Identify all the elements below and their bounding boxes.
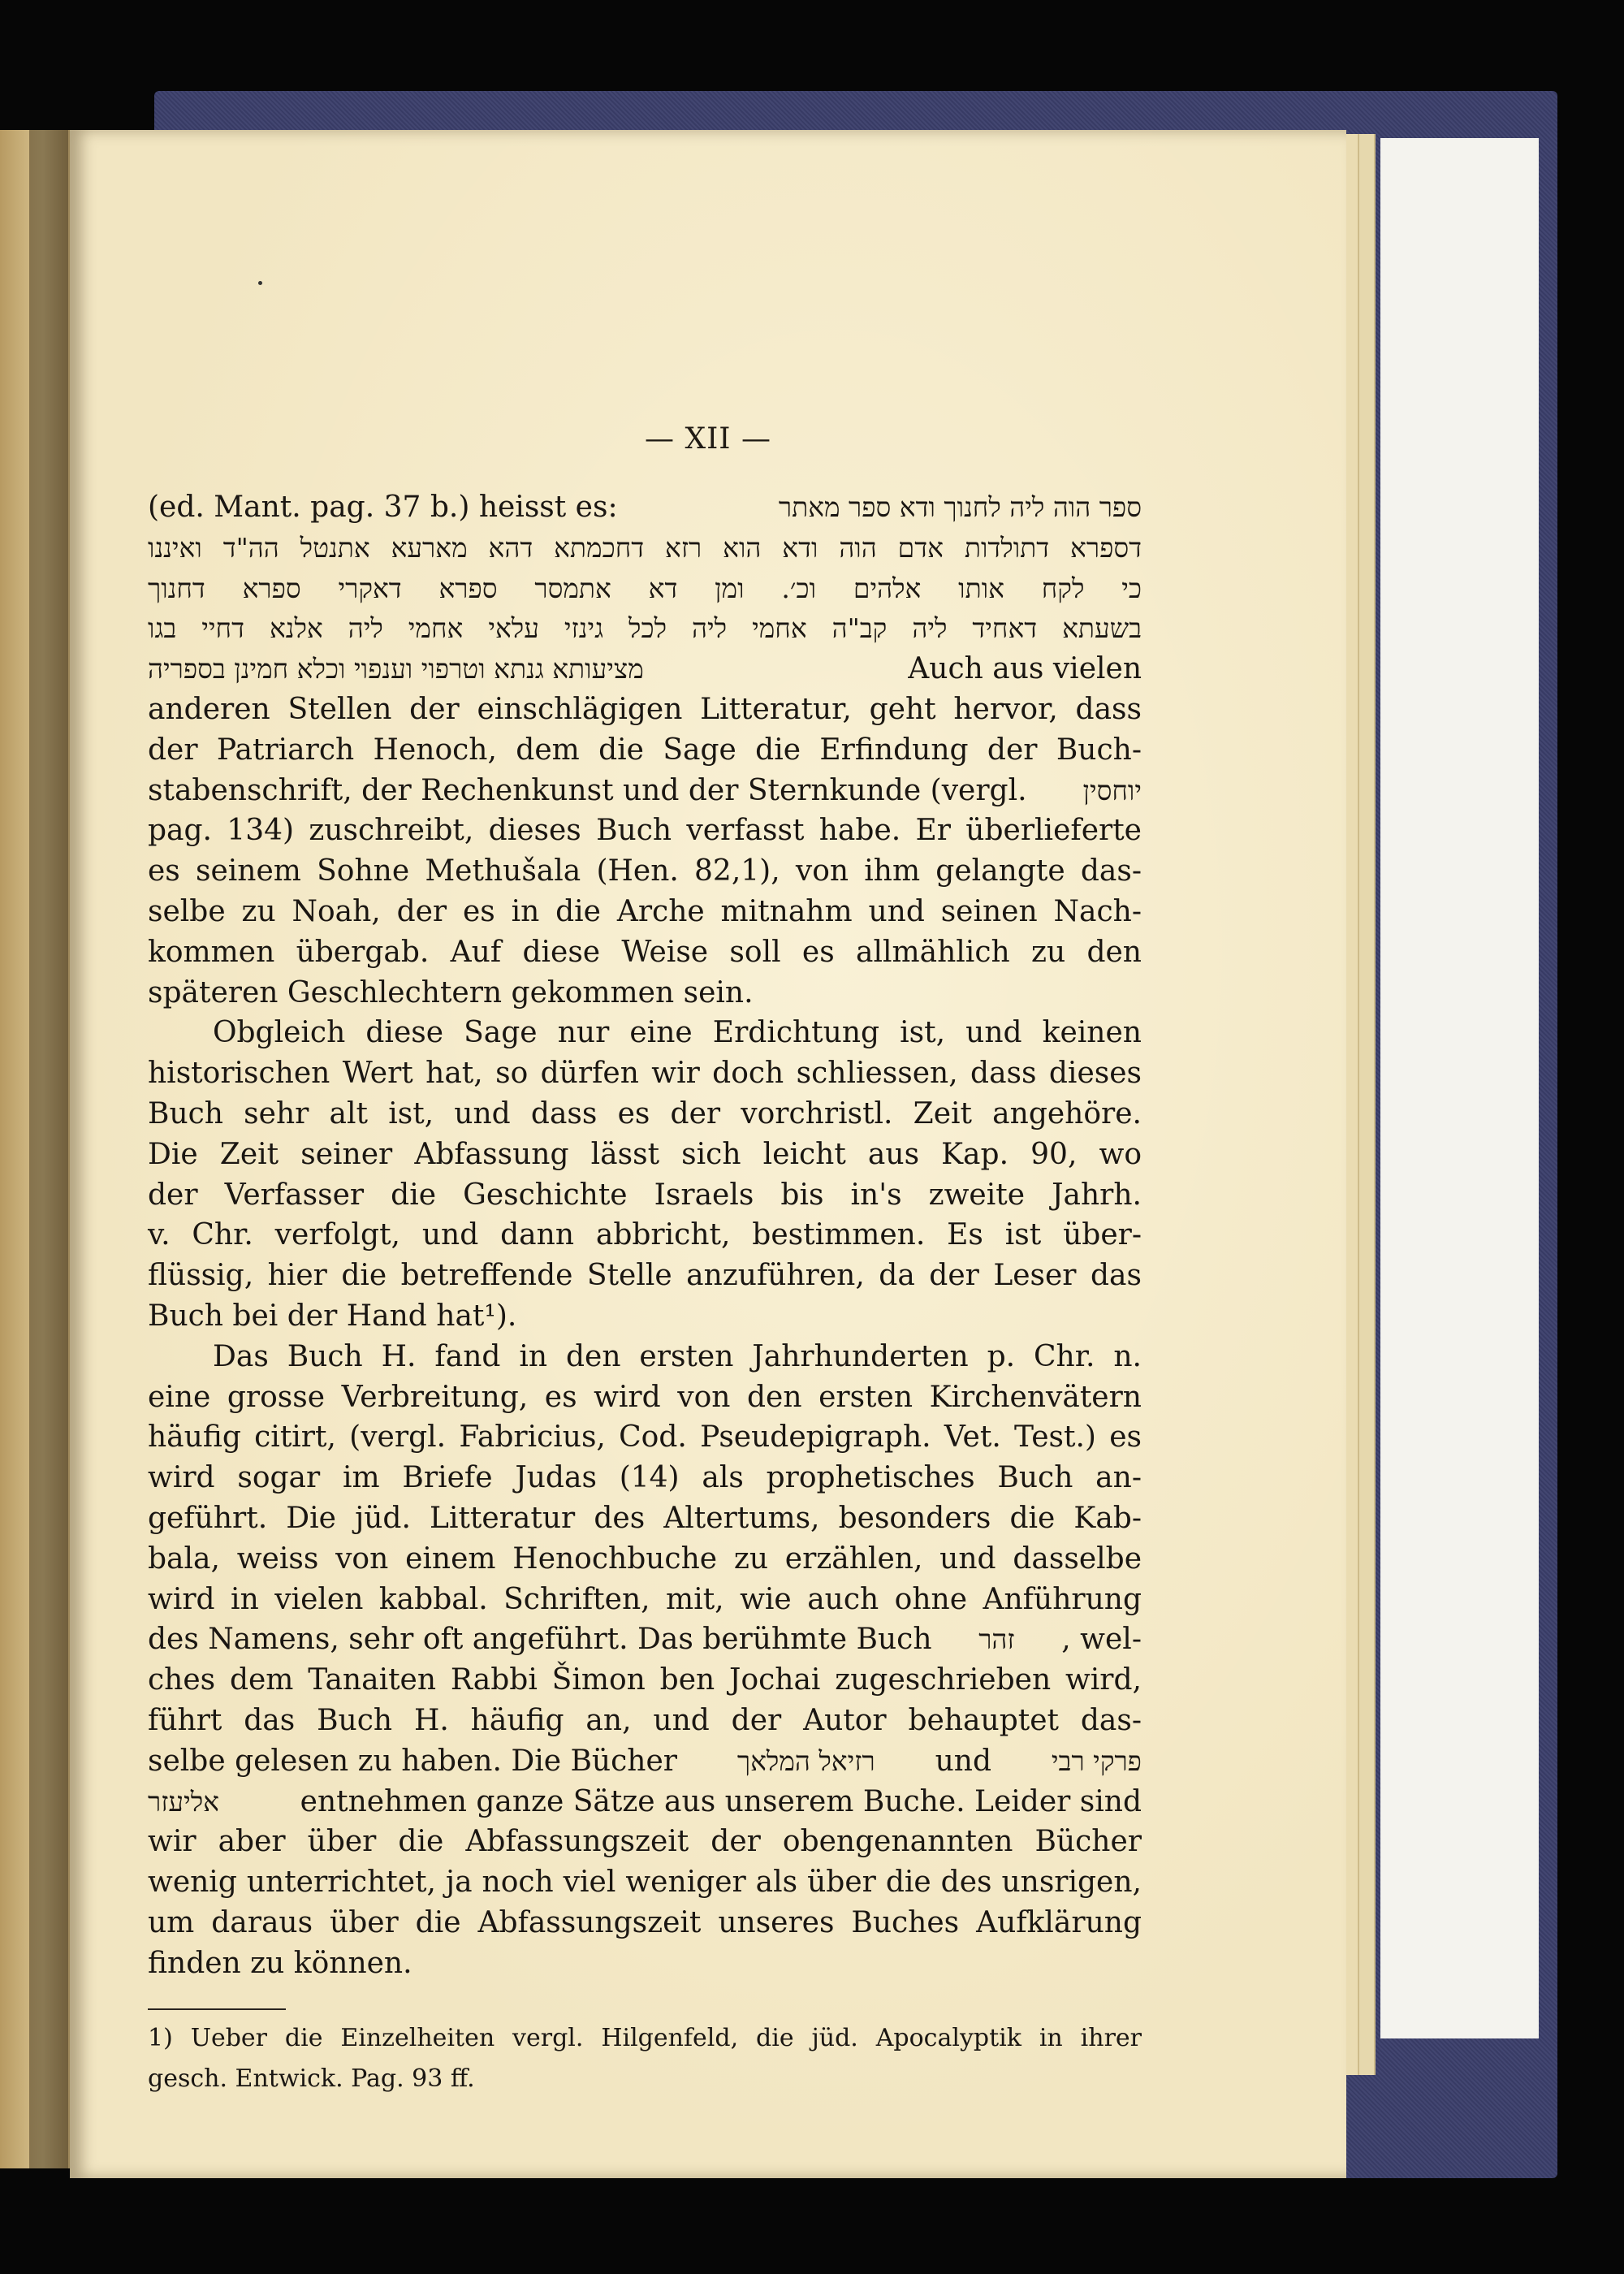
text-segment: Obgleich diese Sage nur eine Erdichtung ist, und keinen [213,1016,1142,1050]
text-segment: des Namens, sehr oft angeführt. Das berühmte Buch [148,1623,932,1657]
text-line [148,1580,1142,1620]
text-segment: flüssig, hier die betreffende Stelle anzuführen, da der Leser das [148,1259,1142,1293]
page-number: — XII — [645,422,771,456]
text-segment: geführt. Die jüd. Litteratur des Altertums, besonders die Kab- [148,1501,1142,1535]
text-segment: selbe gelesen zu haben. Die Bücher [148,1744,677,1778]
text-line [148,1903,1142,1943]
text-segment: eine grosse Verbreitung, es wird von den ersten Kirchenvätern [148,1380,1142,1414]
text-segment: führt das Buch H. häufig an, und der Autor behauptet das- [148,1703,1142,1737]
footnote-line [148,2059,1142,2099]
text-segment: gesch. Entwick. Pag. 93 ff. [148,2064,475,2093]
text-line [148,608,1142,649]
text-segment: (ed. Mant. pag. 37 b.) heisst es: [148,491,618,524]
text-line [148,1862,1142,1903]
text-line [148,1135,1142,1175]
text-segment: der Patriarch Henoch, dem die Sage die Erfindung der Buch- [148,733,1142,767]
binding-gutter [29,130,68,2168]
hebrew-text: כי לקח אותו אלהים וכ׳. ומן דא אתמסר ספרא דאקרי ספרא דחנוך [148,572,1142,604]
hebrew-text: יוחסין [1082,774,1142,806]
text-segment: Buch sehr alt ist, und dass es der vorchristl. Zeit angehöre. [148,1096,1142,1131]
text-line [148,1822,1142,1862]
hebrew-text: רזיאל המלאך [736,1744,875,1777]
text-line [148,1619,1142,1660]
hebrew-text: דספרא דתולדות אדם הוה ודא הוא רזא דחכמתא דהא מארעא אתנטל הה"ד ואיננו [148,531,1142,564]
text-segment: entnehmen ganze Sätze aus unserem Buche. Leider sind [300,1784,1142,1818]
text-segment: es seinem Sohne Methušala (Hen. 82,1), von ihm gelangte das- [148,854,1142,888]
text-line [148,1256,1142,1296]
footnote-rule [148,2008,286,2010]
hebrew-text: ספר הוה ליה לחנוך ודא ספר מאתר [778,491,1142,523]
text-line [148,528,1142,568]
text-segment: finden zu können. [148,1946,412,1980]
footnote-line [148,2018,1142,2059]
text-line [148,1539,1142,1580]
text-segment: um daraus über die Abfassungszeit unseres Buches Aufklärung [148,1905,1142,1939]
text-segment: Buch bei der Hand hat¹). [148,1299,517,1333]
text-line [148,649,1142,690]
text-segment: wird sogar im Briefe Judas (14) als prophetisches Buch an- [148,1461,1142,1495]
text-line [148,771,1142,811]
text-line [148,1337,1142,1377]
text-line [148,1458,1142,1498]
text-line [148,892,1142,932]
text-segment: bala, weiss von einem Henochbuche zu erzählen, und dasselbe [148,1541,1142,1576]
text-line [148,1013,1142,1053]
text-segment: 1) Ueber die Einzelheiten vergl. Hilgenfeld, die jüd. Apocalyptik in ihrer [148,2024,1142,2052]
text-segment: anderen Stellen der einschlägigen Litteratur, geht hervor, dass [148,692,1142,726]
text-segment: der Verfasser die Geschichte Israels bis in's zweite Jahrh. [148,1178,1142,1212]
text-line [148,568,1142,609]
endpaper [1380,138,1539,2038]
text-segment: pag. 134) zuschreibt, dieses Buch verfasst habe. Er überlieferte [148,814,1142,848]
text-segment: historischen Wert hat, so dürfen wir doch schliessen, dass dieses [148,1057,1142,1091]
text-segment: Das Buch H. fand in den ersten Jahrhunderten p. Chr. n. [213,1339,1142,1373]
text-segment: wir aber über die Abfassungszeit der obengenannten Bücher [148,1825,1142,1859]
text-segment: Die Zeit seiner Abfassung lässt sich leicht aus Kap. 90, wo [148,1137,1142,1171]
text-line [148,1175,1142,1216]
text-line [148,1377,1142,1418]
hebrew-text: בשעתא דאחיד ליה קב"ה אחמי ליה לכל גינזי עלאי אחמי ליה אלנא דחיי בגו [148,612,1142,645]
text-segment: wird in vielen kabbal. Schriften, mit, wie auch ohne Anführung [148,1582,1142,1616]
hebrew-text: פרקי רבי [1051,1744,1142,1777]
text-segment: ches dem Tanaiten Rabbi Šimon ben Jochai zugeschrieben wird, [148,1663,1142,1697]
text-line [148,1943,1142,1984]
text-line [148,730,1142,771]
text-line [148,1215,1142,1256]
text-line [148,1053,1142,1094]
text-line [148,1782,1142,1822]
text-line [148,1094,1142,1135]
text-line [148,932,1142,973]
book-page [70,130,1346,2178]
text-segment: Auch aus vielen [908,652,1142,686]
hebrew-text: אליעזר [148,1785,219,1818]
body-text [148,487,1142,1983]
text-line [148,1498,1142,1539]
text-segment: und [935,1744,991,1778]
text-line [148,851,1142,892]
text-segment: häufig citirt, (vergl. Fabricius, Cod. Pseudepigraph. Vet. Test.) es [148,1420,1142,1455]
text-segment: wenig unterrichtet, ja noch viel weniger als über die des unsrigen, [148,1865,1142,1900]
text-segment: v. Chr. verfolgt, und dann abbricht, bestimmen. Es ist über- [148,1218,1142,1252]
text-line [148,1417,1142,1458]
hebrew-text: מציעותא גנתא וטרפוי וענפוי וכלא חמינן בספריה [148,653,644,685]
text-line [148,1296,1142,1337]
text-segment: , wel- [1061,1623,1142,1657]
text-line [148,811,1142,851]
text-line [148,487,1142,528]
text-line [148,1660,1142,1701]
hebrew-text: זהר [978,1623,1015,1656]
footnote [148,2018,1142,2099]
ink-speck [258,281,262,285]
text-line [148,1741,1142,1782]
text-line [148,973,1142,1014]
text-line [148,690,1142,730]
text-segment: stabenschrift, der Rechenkunst und der Sternkunde (vergl. [148,773,1027,807]
text-segment: späteren Geschlechtern gekommen sein. [148,975,754,1009]
text-line [148,1701,1142,1741]
text-segment: selbe zu Noah, der es in die Arche mitnahm und seinen Nach- [148,894,1142,928]
text-segment: kommen übergab. Auf diese Weise soll es allmählich zu den [148,935,1142,969]
